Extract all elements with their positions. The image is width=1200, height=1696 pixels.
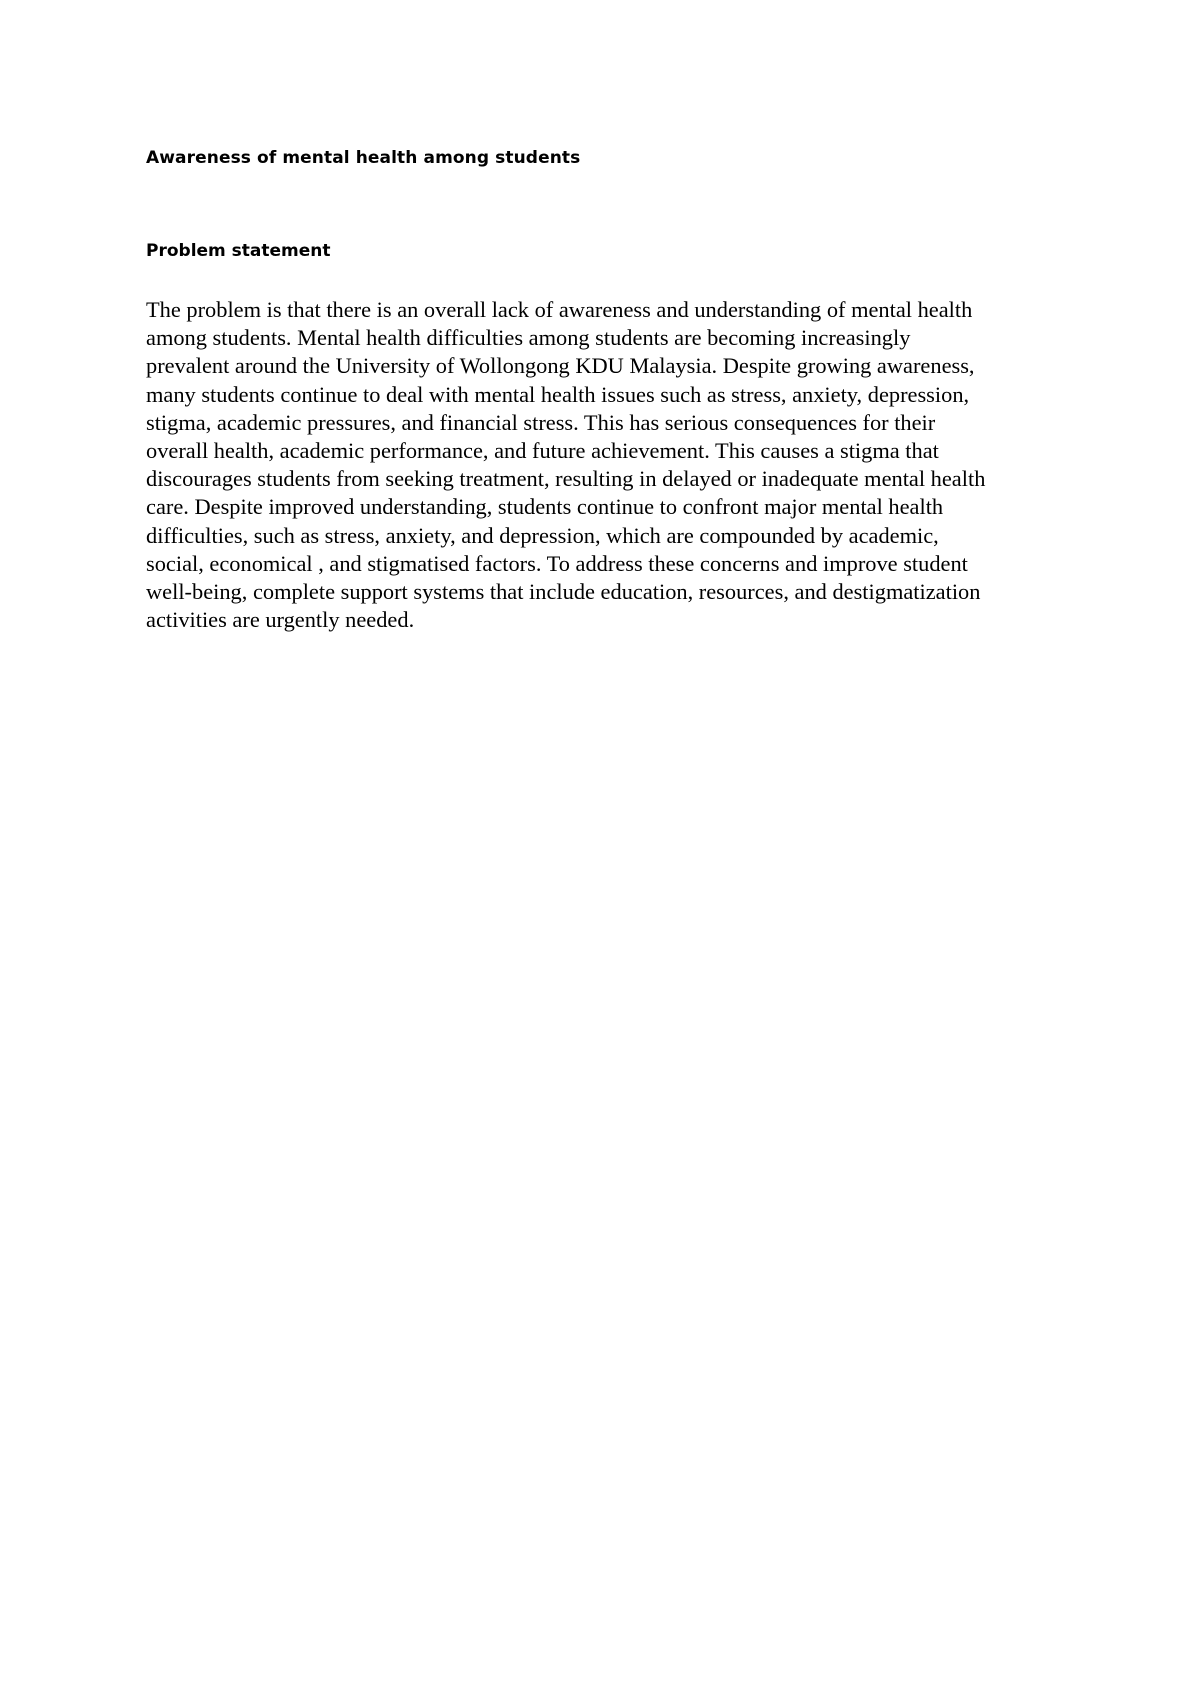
paragraph-line: stigma, academic pressures, and financial stress. This has serious consequences for their — [146, 409, 936, 435]
paragraph-line: difficulties, such as stress, anxiety, and depression, which are compounded by academic, — [146, 522, 939, 548]
paragraph-line: discourages students from seeking treatment, resulting in delayed or inadequate mental health — [146, 466, 986, 492]
paragraph-line: many students continue to deal with mental health issues such as stress, anxiety, depression, — [146, 381, 970, 407]
paragraph-line: care. Despite improved understanding, students continue to confront major mental health — [146, 494, 944, 520]
paragraph-line: among students. Mental health difficulties among students are becoming increasingly — [146, 325, 911, 351]
paragraph-line: overall health, academic performance, and future achievement. This causes a stigma that — [146, 438, 939, 464]
paragraph-line: The problem is that there is an overall lack of awareness and understanding of mental health — [146, 297, 973, 322]
section-heading: Problem statement — [146, 241, 331, 261]
paragraph-line: well-being, complete support systems that include education, resources, and destigmatization — [146, 579, 981, 605]
paragraph-line: social, economical , and stigmatised factors. To address these concerns and improve student — [146, 550, 968, 576]
document-title: Awareness of mental health among students — [146, 148, 581, 168]
paragraph-line: prevalent around the University of Wollongong KDU Malaysia. Despite growing awareness, — [146, 353, 975, 379]
problem-statement-paragraph — [146, 296, 1066, 634]
paragraph-line: activities are urgently needed. — [146, 607, 415, 633]
